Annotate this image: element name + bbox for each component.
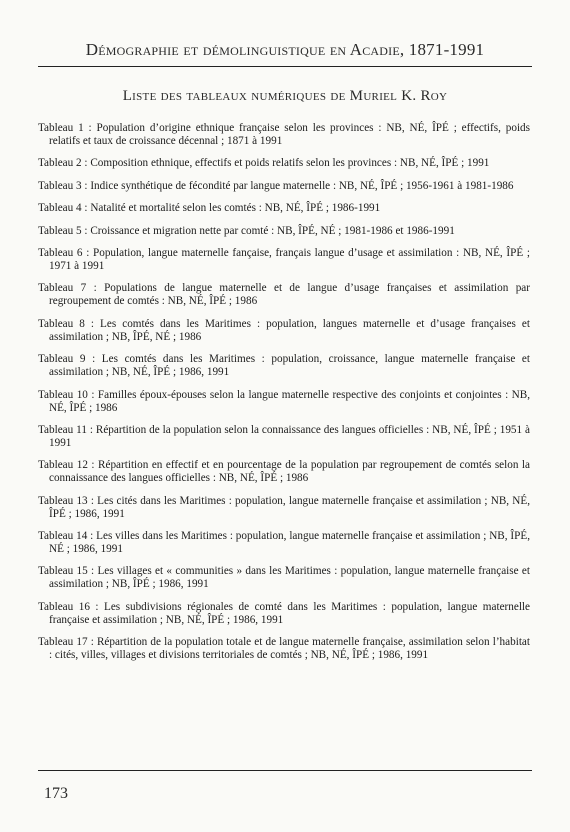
list-title: Liste des tableaux numériques de Muriel K. Roy: [122, 88, 448, 104]
list-item: Tableau 17 : Répartition de la population totale et de langue maternelle française, assimilation selon l’habitat : cités, villes, villages et divisions territoriales de comtés ; NB, NÉ, ÎPÉ ; 1986, 1991: [38, 636, 530, 662]
list-item: Tableau 3 : Indice synthétique de fécondité par langue maternelle : NB, NÉ, ÎPÉ ; 1956-1961 à 1981-1986: [38, 179, 514, 192]
list-item: Tableau 4 : Natalité et mortalité selon les comtés : NB, NÉ, ÎPÉ ; 1986-1991: [38, 202, 381, 215]
page-number: 173: [44, 785, 68, 802]
list-item: Tableau 9 : Les comtés dans les Maritimes : population, croissance, langue maternelle française et assimilation ; NB, NÉ, ÎPÉ ; 1986, 1991: [38, 353, 530, 379]
list-item: Tableau 15 : Les villages et « communities » dans les Maritimes : population, langue maternelle française et assimilation ; NB, ÎPÉ ; 1986, 1991: [38, 565, 530, 591]
list-item: Tableau 11 : Répartition de la population selon la connaissance des langues officielles : NB, NÉ, ÎPÉ ; 1951 à 1991: [38, 423, 530, 449]
list-item: Tableau 14 : Les villes dans les Maritimes : population, langue maternelle française et assimilation ; NB, ÎPÉ, NÉ ; 1986, 1991: [38, 530, 530, 556]
header-divider: [38, 66, 532, 67]
list-item: Tableau 6 : Population, langue maternelle fançaise, français langue d’usage et assimilation : NB, NÉ, ÎPÉ ; 1971 à 1991: [38, 246, 530, 272]
list-item: Tableau 10 : Familles époux-épouses selon la langue maternelle respective des conjoints et conjointes : NB, NÉ, ÎPÉ ; 1986: [38, 388, 530, 414]
list-item: Tableau 7 : Populations de langue maternelle et de langue d’usage françaises et assimilation par regroupement de comtés : NB, NÉ, ÎPÉ ; 1986: [38, 282, 530, 308]
list-item: Tableau 12 : Répartition en effectif et en pourcentage de la population par regroupement de comtés selon la connaissance des langues officielles : NB, NÉ, ÎPÉ ; 1986: [38, 459, 530, 485]
list-item: Tableau 8 : Les comtés dans les Maritimes : population, langues maternelle et d’usage françaises et assimilation ; NB, ÎPÉ, NÉ ; 1986: [38, 317, 530, 343]
list-item: Tableau 1 : Population d’origine ethnique française selon les provinces : NB, NÉ, ÎPÉ ; effectifs, poids relatifs et taux de croissance décennal ; 1871 à 1991: [38, 122, 530, 147]
list-item: Tableau 13 : Les cités dans les Maritimes : population, langue maternelle française et assimilation ; NB, NÉ, ÎPÉ ; 1986, 1991: [38, 494, 530, 520]
running-title: Démographie et démolinguistique en Acadie, 1871-1991: [85, 40, 485, 59]
tables-list: [38, 122, 530, 672]
list-item: Tableau 16 : Les subdivisions régionales de comté dans les Maritimes : population, langue maternelle française et assimilation ; NB, NÉ, ÎPÉ ; 1986, 1991: [38, 600, 530, 626]
list-item: Tableau 5 : Croissance et migration nette par comté : NB, ÎPÉ, NÉ ; 1981-1986 et 1986-1991: [38, 224, 455, 237]
list-item: Tableau 2 : Composition ethnique, effectifs et poids relatifs selon les provinces : NB, NÉ, ÎPÉ ; 1991: [38, 157, 490, 170]
footer-divider: [38, 770, 532, 771]
